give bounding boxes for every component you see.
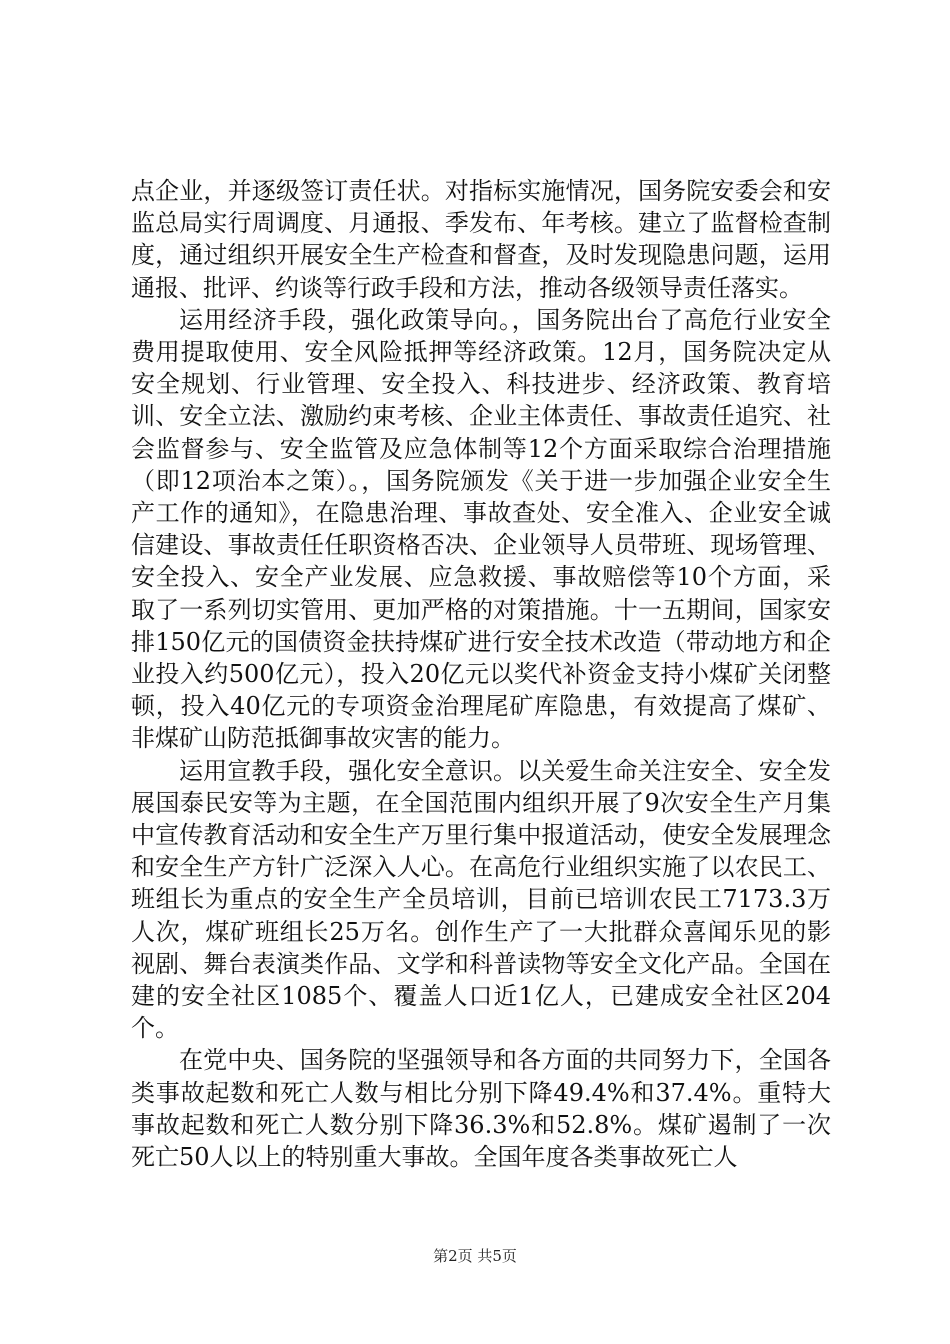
paragraph-results: 在党中央、国务院的坚强领导和各方面的共同努力下，全国各类事故起数和死亡人数与相比分别下降49.4%和37.4%。重特大事故起数和死亡人数分别下降36.3%和52.8%。煤矿遏制了一次死亡50人以上的特别重大事故。全国年度各类事故死亡人 <box>131 1046 831 1172</box>
paragraph-economic-measures: 运用经济手段，强化政策导向。，国务院出台了高危行业安全费用提取使用、安全风险抵押等经济政策。12月，国务院决定从安全规划、行业管理、安全投入、科技进步、经济政策、教育培训、安全立法、激励约束考核、企业主体责任、事故责任追究、社会监督参与、安全监管及应急体制等12个方面采取综合治理措施（即12项治本之策）。，国务院颁发《关于进一步加强企业安全生产工作的通知》，在隐患治理、事故查处、安全准入、企业安全诚信建设、事故责任任职资格否决、企业领导人员带班、现场管理、安全投入、安全产业发展、应急救援、事故赔偿等10个方面，采取了一系列切实管用、更加严格的对策措施。十一五期间，国家安排150亿元的国债资金扶持煤矿进行安全技术改造（带动地方和企业投入约500亿元），投入20亿元以奖代补资金支持小煤矿关闭整顿，投入40亿元的专项资金治理尾矿库隐患，有效提高了煤矿、非煤矿山防范抵御事故灾害的能力。 <box>131 305 831 753</box>
document-body <box>131 175 831 1173</box>
page-number-footer: 第2页 共5页 <box>433 1247 517 1265</box>
paragraph-continuation: 点企业，并逐级签订责任状。对指标实施情况，国务院安委会和安监总局实行周调度、月通报、季发布、年考核。建立了监督检查制度，通过组织开展安全生产检查和督查，及时发现隐患问题，运用通报、批评、约谈等行政手段和方法，推动各级领导责任落实。 <box>131 177 831 302</box>
paragraph-education-measures: 运用宣教手段，强化安全意识。以关爱生命关注安全、安全发展国泰民安等为主题，在全国范围内组织开展了9次安全生产月集中宣传教育活动和安全生产万里行集中报道活动，使安全发展理念和安全生产方针广泛深入人心。在高危行业组织实施了以农民工、班组长为重点的安全生产全员培训，目前已培训农民工7173.3万人次，煤矿班组长25万名。创作生产了一大批群众喜闻乐见的影视剧、舞台表演类作品、文学和科普读物等安全文化产品。全国在建的安全社区1085个、覆盖人口近1亿人，已建成安全社区204个。 <box>131 756 831 1043</box>
